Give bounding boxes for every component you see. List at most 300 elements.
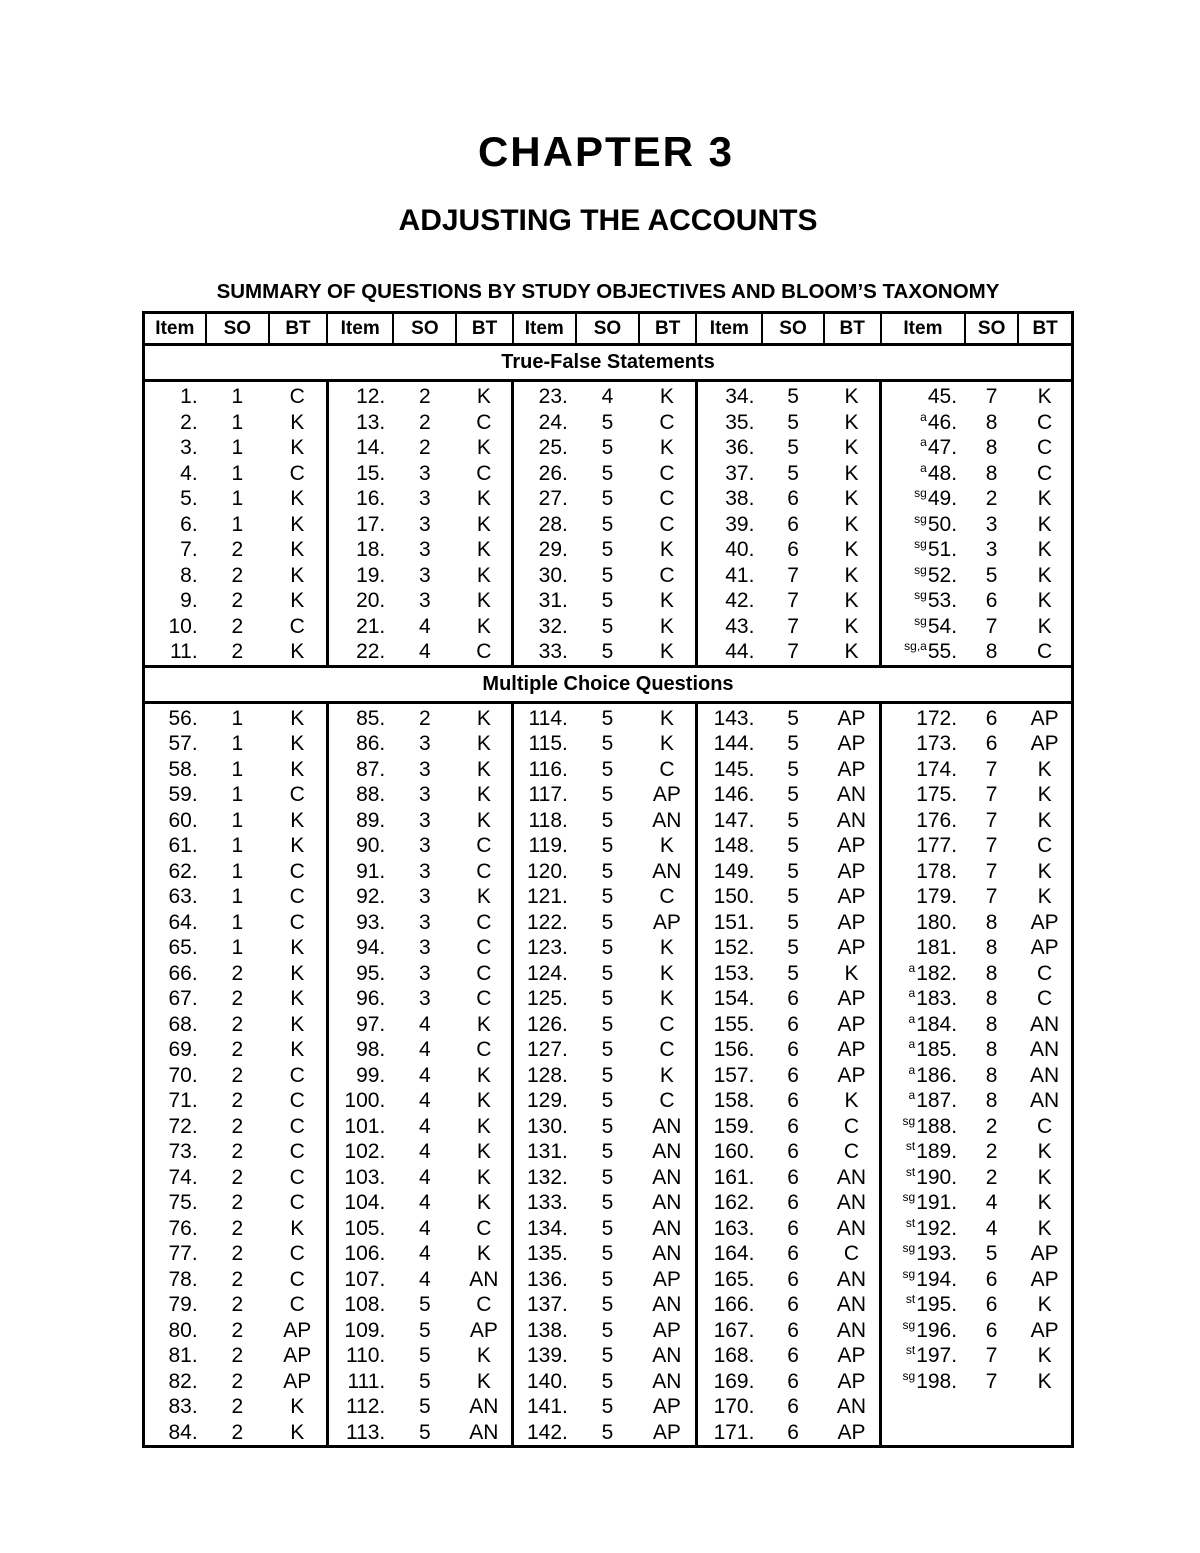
item-number: 55. (927, 640, 958, 663)
item-number: 164. (713, 1242, 755, 1265)
item-number: 50. (927, 512, 958, 536)
so-cell: 7 (787, 589, 799, 612)
so-cell (965, 1420, 1018, 1447)
so-cell: 6 (787, 1369, 799, 1393)
item-cell (144, 731, 206, 757)
so-cell: 2 (231, 589, 244, 612)
item-number: 141. (526, 1395, 568, 1418)
so-cell: 4 (419, 1140, 431, 1163)
item-cell (696, 435, 762, 461)
item-cell (327, 1063, 393, 1089)
item-cell (513, 961, 576, 987)
item-number: 8. (180, 563, 198, 587)
item-number: 48. (927, 461, 958, 485)
so-cell: 3 (419, 732, 431, 755)
item-number: 171. (713, 1420, 755, 1444)
item-cell (327, 910, 393, 936)
so-cell: 8 (985, 961, 998, 985)
item-number: 186. (916, 1063, 958, 1087)
item-number: 83. (168, 1395, 198, 1418)
item-prefix: a (908, 1062, 916, 1077)
bt-cell: K (269, 563, 327, 589)
bt-cell: C (269, 381, 327, 410)
so-cell: 7 (985, 757, 998, 781)
so-cell: 1 (231, 732, 244, 755)
so-cell: 5 (601, 589, 614, 612)
so-cell: 5 (419, 1344, 431, 1367)
item-number: 180. (916, 910, 958, 934)
so-cell: 3 (419, 808, 431, 832)
chapter-title: CHAPTER 3 (477, 128, 735, 175)
item-number: 123. (526, 936, 568, 959)
table-row (144, 410, 1073, 436)
bt-cell: C (456, 1037, 512, 1063)
so-cell: 5 (601, 808, 614, 832)
so-cell: 6 (787, 512, 799, 536)
bt-cell: AP (1030, 1267, 1059, 1291)
item-number: 85. (356, 706, 386, 730)
item-number: 90. (356, 834, 386, 857)
item-cell (881, 1343, 965, 1369)
so-cell: 5 (601, 1191, 614, 1214)
so-cell (965, 1394, 1018, 1420)
item-cell (696, 808, 762, 834)
bt-cell: C (456, 910, 512, 936)
bt-cell: K (639, 731, 696, 757)
item-number: 79. (168, 1293, 198, 1316)
bt-cell: K (639, 639, 696, 666)
bt-cell: AP (824, 884, 881, 910)
item-number: 77. (168, 1242, 198, 1265)
table-row (144, 588, 1073, 614)
item-cell (513, 910, 576, 936)
item-cell (881, 1012, 965, 1038)
so-cell: 2 (231, 640, 244, 663)
item-number: 15. (356, 461, 386, 485)
item-cell (513, 1318, 576, 1344)
bt-cell: K (269, 1394, 327, 1420)
item-cell (144, 614, 206, 640)
bt-cell: AP (639, 1267, 696, 1293)
so-cell: 3 (419, 834, 431, 857)
column-header-bt: BT (639, 313, 696, 345)
item-cell (881, 512, 965, 538)
bt-cell: C (824, 1139, 881, 1165)
item-cell (881, 588, 965, 614)
so-cell: 1 (231, 885, 244, 908)
so-cell: 4 (985, 1191, 998, 1214)
item-cell (327, 782, 393, 808)
item-cell (696, 1369, 762, 1395)
item-number: 176. (916, 808, 958, 832)
bt-cell: C (456, 1216, 512, 1242)
item-number: 135. (526, 1242, 568, 1265)
item-prefix: a (908, 1011, 916, 1026)
section-header-row (144, 666, 1073, 702)
item-number: 62. (168, 859, 198, 883)
item-cell (696, 986, 762, 1012)
item-cell (144, 381, 206, 410)
so-cell: 5 (419, 1293, 431, 1316)
so-cell: 5 (601, 512, 614, 536)
column-header-item: Item (144, 313, 206, 345)
so-cell: 5 (601, 1318, 614, 1342)
so-cell: 5 (601, 961, 614, 985)
bt-cell: AN (824, 1394, 881, 1420)
item-cell (513, 381, 576, 410)
bt-cell: K (824, 512, 881, 538)
item-cell (513, 731, 576, 757)
so-cell: 5 (787, 783, 799, 806)
item-number: 28. (538, 512, 568, 536)
so-cell: 1 (231, 859, 244, 883)
item-cell (327, 1420, 393, 1447)
item-cell (696, 588, 762, 614)
bt-cell: C (456, 859, 512, 885)
item-prefix: st (905, 1215, 916, 1230)
item-number: 30. (538, 563, 568, 587)
bt-cell: C (269, 884, 327, 910)
item-number: 54. (927, 614, 958, 638)
item-cell (144, 1241, 206, 1267)
so-cell: 3 (985, 538, 998, 561)
bt-cell: K (269, 1216, 327, 1242)
item-cell (327, 1267, 393, 1293)
bt-cell: K (269, 833, 327, 859)
item-number: 66. (168, 961, 198, 985)
item-number: 168. (713, 1344, 755, 1367)
bt-cell: K (639, 961, 696, 987)
item-cell (144, 639, 206, 666)
so-cell: 6 (787, 538, 799, 561)
item-number: 162. (713, 1191, 755, 1214)
item-number: 178. (916, 859, 958, 883)
table-row (144, 381, 1073, 410)
bt-cell: K (639, 833, 696, 859)
item-number: 142. (526, 1420, 568, 1444)
bt-cell: K (269, 757, 327, 783)
bt-cell: K (1037, 1191, 1052, 1214)
item-cell (881, 537, 965, 563)
item-number: 84. (168, 1420, 198, 1444)
bt-cell: K (456, 563, 512, 589)
so-cell: 3 (419, 512, 431, 536)
item-cell (513, 1267, 576, 1293)
so-cell: 4 (419, 1089, 431, 1112)
bt-cell: K (456, 588, 512, 614)
so-cell: 5 (787, 808, 799, 832)
so-cell: 7 (985, 614, 998, 638)
item-number: 44. (725, 640, 755, 663)
bt-cell: C (824, 1114, 881, 1140)
bt-cell: K (1037, 1140, 1052, 1163)
bt-cell: K (269, 1420, 327, 1447)
so-cell: 1 (231, 757, 244, 781)
bt-cell: C (456, 410, 512, 436)
item-number: 104. (344, 1191, 386, 1214)
so-cell: 7 (985, 859, 998, 883)
item-cell (144, 1165, 206, 1191)
so-cell: 4 (419, 614, 431, 638)
item-cell (513, 884, 576, 910)
item-cell (144, 808, 206, 834)
bt-cell: C (1037, 961, 1053, 985)
bt-cell: K (456, 702, 512, 731)
item-cell (327, 614, 393, 640)
column-header-so: SO (965, 313, 1018, 345)
so-cell: 5 (601, 757, 614, 781)
bt-cell: AN (639, 1190, 696, 1216)
item-cell (881, 702, 965, 731)
item-cell (696, 1318, 762, 1344)
item-prefix: st (905, 1164, 916, 1179)
item-cell (696, 702, 762, 731)
bt-cell: K (824, 435, 881, 461)
so-cell: 5 (787, 732, 799, 755)
item-cell (144, 833, 206, 859)
item-number: 31. (538, 589, 568, 612)
table-row (144, 1292, 1073, 1318)
table-row (144, 1190, 1073, 1216)
item-cell (513, 1114, 576, 1140)
item-cell (327, 808, 393, 834)
item-cell (513, 537, 576, 563)
bt-cell: C (269, 1241, 327, 1267)
bt-cell: C (1037, 436, 1053, 459)
item-number: 93. (356, 910, 386, 934)
so-cell: 6 (985, 732, 998, 755)
so-cell: 7 (985, 1369, 998, 1393)
so-cell: 6 (787, 1012, 799, 1036)
table-row (144, 1343, 1073, 1369)
bt-cell (1018, 1420, 1072, 1447)
so-cell: 6 (787, 1318, 799, 1342)
table-row (144, 1318, 1073, 1344)
so-cell: 8 (985, 461, 998, 485)
bt-cell: AP (824, 1063, 881, 1089)
item-number: 153. (713, 961, 755, 985)
bt-cell: K (824, 1088, 881, 1114)
item-cell (513, 461, 576, 487)
so-cell: 4 (601, 385, 614, 408)
item-cell (327, 1292, 393, 1318)
item-number: 111. (347, 1369, 386, 1393)
bt-cell: AP (639, 1394, 696, 1420)
bt-cell: K (269, 935, 327, 961)
item-cell (513, 1343, 576, 1369)
item-cell (881, 563, 965, 589)
item-cell (881, 986, 965, 1012)
item-cell (513, 1088, 576, 1114)
item-cell (144, 1037, 206, 1063)
bt-cell: K (269, 512, 327, 538)
item-number: 14. (356, 436, 386, 459)
item-number: 189. (916, 1140, 958, 1163)
item-cell (696, 833, 762, 859)
bt-cell: K (639, 537, 696, 563)
so-cell: 1 (231, 834, 244, 857)
item-number: 61. (168, 834, 198, 857)
so-cell: 3 (419, 961, 431, 985)
item-number: 18. (356, 538, 386, 561)
item-cell (513, 639, 576, 666)
item-number: 76. (168, 1216, 198, 1240)
so-cell: 6 (787, 1063, 799, 1087)
item-number: 82. (168, 1369, 198, 1393)
item-cell (881, 1139, 965, 1165)
item-cell (696, 910, 762, 936)
so-cell: 5 (601, 538, 614, 561)
item-cell (696, 461, 762, 487)
bt-cell: K (639, 1063, 696, 1089)
bt-cell: K (824, 486, 881, 512)
table-header-row (144, 313, 1073, 345)
table-row (144, 1394, 1073, 1420)
bt-cell: K (824, 563, 881, 589)
item-number: 108. (344, 1293, 386, 1316)
item-number: 52. (927, 563, 958, 587)
item-number: 71. (168, 1089, 198, 1112)
bt-cell: C (639, 410, 696, 436)
so-cell: 5 (601, 436, 614, 459)
so-cell: 7 (985, 808, 998, 832)
so-cell: 5 (601, 706, 614, 730)
item-number: 126. (526, 1012, 568, 1036)
so-cell: 5 (601, 885, 614, 908)
table-row (144, 961, 1073, 987)
bt-cell: C (269, 1190, 327, 1216)
so-cell: 5 (787, 834, 799, 857)
bt-cell: AP (1030, 706, 1059, 730)
bt-cell: C (1037, 987, 1053, 1010)
bt-cell: AN (639, 1369, 696, 1395)
item-cell (513, 1012, 576, 1038)
bt-cell: K (639, 614, 696, 640)
item-number: 96. (356, 987, 386, 1010)
bt-cell: AP (824, 859, 881, 885)
item-cell (696, 935, 762, 961)
bt-cell: C (269, 910, 327, 936)
so-cell: 5 (601, 1114, 614, 1138)
item-prefix: a (920, 460, 927, 475)
item-number: 167. (713, 1318, 755, 1342)
item-number: 70. (168, 1063, 198, 1087)
so-cell: 5 (787, 961, 799, 985)
so-cell: 5 (601, 783, 614, 806)
so-cell: 8 (985, 410, 998, 434)
so-cell: 3 (419, 987, 431, 1010)
bt-cell: C (456, 833, 512, 859)
item-number: 119. (528, 834, 568, 857)
column-header-so: SO (206, 313, 269, 345)
so-cell: 6 (985, 1318, 998, 1342)
so-cell: 2 (419, 410, 431, 434)
bt-cell: K (269, 410, 327, 436)
item-cell (327, 884, 393, 910)
item-number: 103. (344, 1165, 386, 1189)
item-number: 131. (526, 1140, 568, 1163)
bt-cell: AN (1030, 1063, 1060, 1087)
item-cell (144, 702, 206, 731)
so-cell: 2 (985, 1114, 998, 1138)
item-cell (513, 1190, 576, 1216)
item-number: 7. (180, 538, 198, 561)
item-cell (327, 1318, 393, 1344)
so-cell: 5 (601, 859, 614, 883)
item-prefix: sg (902, 1241, 916, 1255)
item-number: 157. (713, 1063, 755, 1087)
bt-cell: K (824, 461, 881, 487)
item-cell (881, 1037, 965, 1063)
item-cell (144, 563, 206, 589)
table-body (144, 345, 1073, 1447)
item-prefix: sg (914, 486, 927, 500)
bt-cell: C (639, 884, 696, 910)
bt-cell: C (456, 461, 512, 487)
bt-cell: K (824, 614, 881, 640)
item-number: 147. (713, 808, 755, 832)
bt-cell: AP (269, 1343, 327, 1369)
item-number: 19. (356, 563, 386, 587)
item-cell (513, 614, 576, 640)
item-cell (144, 1012, 206, 1038)
item-cell (696, 1420, 762, 1447)
item-number: 73. (168, 1140, 198, 1163)
so-cell: 5 (419, 1420, 431, 1444)
item-number: 99. (356, 1063, 386, 1087)
so-cell: 5 (787, 461, 799, 485)
table-row (144, 461, 1073, 487)
item-cell (144, 935, 206, 961)
bt-cell: K (269, 1012, 327, 1038)
item-number: 105. (344, 1216, 386, 1240)
item-number: 97. (356, 1012, 386, 1036)
item-number: 38. (725, 487, 755, 510)
so-cell: 2 (231, 987, 244, 1010)
item-cell (327, 833, 393, 859)
item-cell (881, 884, 965, 910)
item-cell (144, 588, 206, 614)
so-cell: 3 (419, 461, 431, 485)
so-cell: 5 (601, 1420, 614, 1444)
bt-cell: AN (824, 808, 881, 834)
item-number: 20. (356, 589, 386, 612)
so-cell: 3 (419, 563, 431, 587)
item-cell (513, 1037, 576, 1063)
bt-cell: C (269, 1063, 327, 1089)
item-number: 115. (528, 732, 568, 755)
item-cell (144, 1114, 206, 1140)
item-cell (881, 935, 965, 961)
item-cell (327, 537, 393, 563)
table-row (144, 639, 1073, 666)
item-cell (696, 1063, 762, 1089)
item-number: 152. (713, 936, 755, 959)
so-cell: 5 (601, 1395, 614, 1418)
bt-cell: K (1037, 1344, 1052, 1367)
item-cell (881, 1267, 965, 1293)
so-cell: 1 (231, 410, 244, 434)
item-number: 174. (916, 757, 958, 781)
item-number: 72. (168, 1114, 198, 1138)
so-cell: 2 (231, 1369, 244, 1393)
bt-cell: AP (1030, 1318, 1059, 1342)
so-cell: 6 (787, 487, 799, 510)
item-prefix: sg (914, 562, 927, 577)
bt-cell: AP (1030, 732, 1059, 755)
item-number: 3. (180, 436, 198, 459)
bt-cell: C (824, 1241, 881, 1267)
